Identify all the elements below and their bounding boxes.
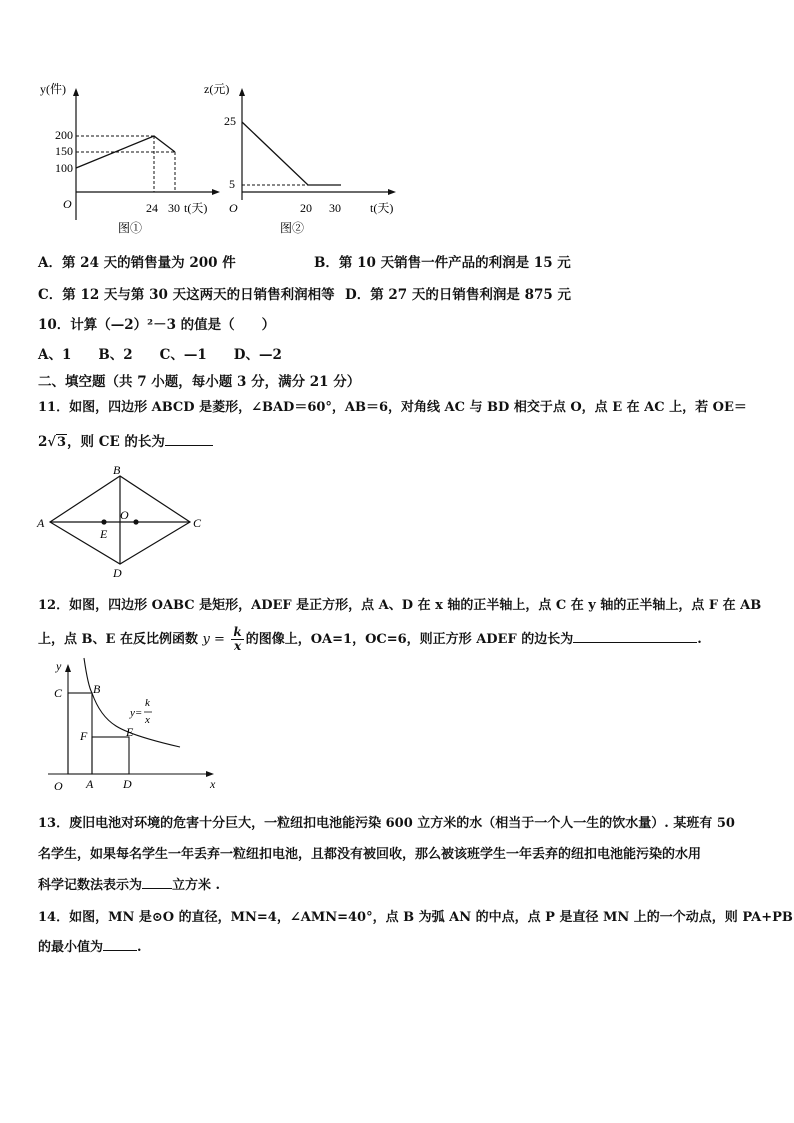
q11-answer-blank[interactable]: [165, 433, 213, 446]
fig1-origin: O: [63, 197, 72, 211]
label-b: B: [113, 463, 121, 477]
point-e-dot: [101, 519, 106, 524]
q12-label-f: F: [80, 729, 88, 743]
q12-label-e: E: [126, 725, 134, 739]
figure-1-sales-volume-graph: [36, 80, 226, 242]
q13-answer-blank[interactable]: [142, 876, 172, 889]
fig2-tick-5: 5: [229, 177, 235, 191]
fraction-denominator-x: x: [233, 639, 242, 653]
q12-label-d: D: [123, 777, 132, 791]
q12-func-y-equals: y=: [130, 707, 143, 719]
q12-hyperbola-figure: [40, 656, 230, 794]
square-adef: [92, 737, 129, 774]
q12-label-y: y: [56, 659, 62, 673]
q11-line-2-tail: ，则 CE 的长为: [67, 434, 165, 450]
q10-options: A、1 B、2 C、—1 D、—2: [38, 347, 282, 363]
q9-option-c: C．第 12 天与第 30 天这两天的日销售利润相等: [38, 287, 335, 303]
q13-line-3: [38, 874, 220, 893]
q12-label-o: O: [54, 779, 63, 793]
q12-line-2: [38, 623, 702, 657]
q13-line-2: 名学生，如果每名学生一年丢弃一粒纽扣电池，且都没有被回收，那么被该班学生一年丢弃的纽扣电池能污染的水用: [38, 847, 702, 862]
fig1-tick-150: 150: [55, 144, 73, 158]
fig1-caption: 图①: [118, 221, 143, 235]
fig2-tick-30: 30: [329, 201, 341, 215]
q13-line-1: 13．废旧电池对环境的危害十分巨大，一粒纽扣电池能污染 600 立方米的水（相当于一个人一生的饮水量）. 某班有 50: [38, 816, 735, 831]
fig2-caption: 图②: [280, 221, 305, 235]
q11-line-2: [38, 430, 213, 450]
fig2-x-arrow: [388, 189, 396, 195]
q12-label-a: A: [86, 777, 94, 791]
fig2-origin: O: [229, 201, 238, 215]
q14-answer-blank[interactable]: [103, 938, 137, 951]
fig1-y-label: y(件): [40, 82, 66, 96]
label-o: O: [120, 508, 129, 522]
q12-line-2-end: .: [697, 632, 702, 647]
q11-oe-coefficient: 2: [38, 434, 48, 450]
label-c: C: [193, 516, 202, 530]
fig1-tick-200: 200: [55, 128, 73, 142]
label-d: D: [113, 566, 122, 580]
q12-y-equals: y =: [202, 632, 225, 647]
q12-k-over-x-fraction: [231, 626, 243, 653]
fig1-tick-24: 24: [146, 201, 158, 215]
q12-line-2-pre: 上，点 B、E 在反比例函数: [38, 632, 198, 647]
figure-2-profit-graph: [200, 80, 410, 242]
fig2-x-label: t(天): [370, 201, 394, 215]
sqrt-symbol: √3: [47, 435, 66, 450]
fig1-tick-30: 30: [168, 201, 180, 215]
fig2-profit-line: [242, 122, 341, 185]
fig2-tick-25: 25: [224, 114, 236, 128]
q13-line-3-pre: 科学记数法表示为: [38, 878, 143, 893]
fig1-y-arrow: [73, 88, 79, 96]
q14-line-2-pre: 的最小值为: [38, 940, 104, 955]
section-header-fill-in: 二、填空题（共 7 小题，每小题 3 分，满分 21 分）: [38, 374, 361, 390]
q12-line-1: 12．如图，四边形 OABC 是矩形，ADEF 是正方形，点 A、D 在 x 轴的正半轴上，点 C 在 y 轴的正半轴上，点 F 在 AB: [38, 598, 762, 613]
q14-line-2: [38, 936, 142, 955]
q14-line-1: 14．如图，MN 是⊙O 的直径，MN=4，∠AMN=40°，点 B 为弧 AN 的中点，点 P 是直径 MN 上的一个动点，则 PA+PB: [38, 910, 793, 925]
fig1-x-label: t(天): [184, 201, 208, 215]
q9-option-d: D．第 27 天的日销售利润是 875 元: [345, 287, 571, 303]
q12-answer-blank[interactable]: [573, 630, 697, 643]
q13-line-3-post: 立方米 .: [172, 878, 221, 893]
fig2-y-arrow: [239, 88, 245, 96]
q12-func-x: x: [145, 714, 150, 726]
q9-option-a: A．第 24 天的销售量为 200 件: [38, 255, 236, 271]
fig2-tick-20: 20: [300, 201, 312, 215]
q14-line-2-post: .: [137, 940, 142, 955]
q12-line-2-post: 的图像上，OA=1，OC=6，则正方形 ADEF 的边长为: [245, 632, 574, 647]
q9-option-b: B．第 10 天销售一件产品的利润是 15 元: [314, 255, 571, 271]
point-o-dot: [133, 519, 138, 524]
q12-label-c: C: [54, 686, 63, 700]
fig2-y-label: z(元): [204, 82, 230, 96]
q11-line-1: 11．如图，四边形 ABCD 是菱形，∠BAD＝60°，AB＝6，对角线 AC 与 BD 相交于点 O，点 E 在 AC 上，若 OE＝: [38, 400, 747, 415]
q12-label-b: B: [93, 682, 101, 696]
fig1-sales-line: [76, 136, 175, 168]
q11-rhombus-figure: [34, 460, 214, 584]
fraction-numerator-k: k: [233, 625, 242, 639]
q12-label-x: x: [210, 777, 216, 791]
q12-func-k: k: [145, 697, 150, 709]
q12-y-arrow: [65, 664, 71, 672]
fig1-tick-100: 100: [55, 161, 73, 175]
label-e: E: [100, 527, 108, 541]
q10-stem: 10．计算（—2）²－3 的值是（ ）: [38, 317, 276, 333]
label-a: A: [37, 516, 45, 530]
q11-radicand: 3: [56, 435, 66, 450]
